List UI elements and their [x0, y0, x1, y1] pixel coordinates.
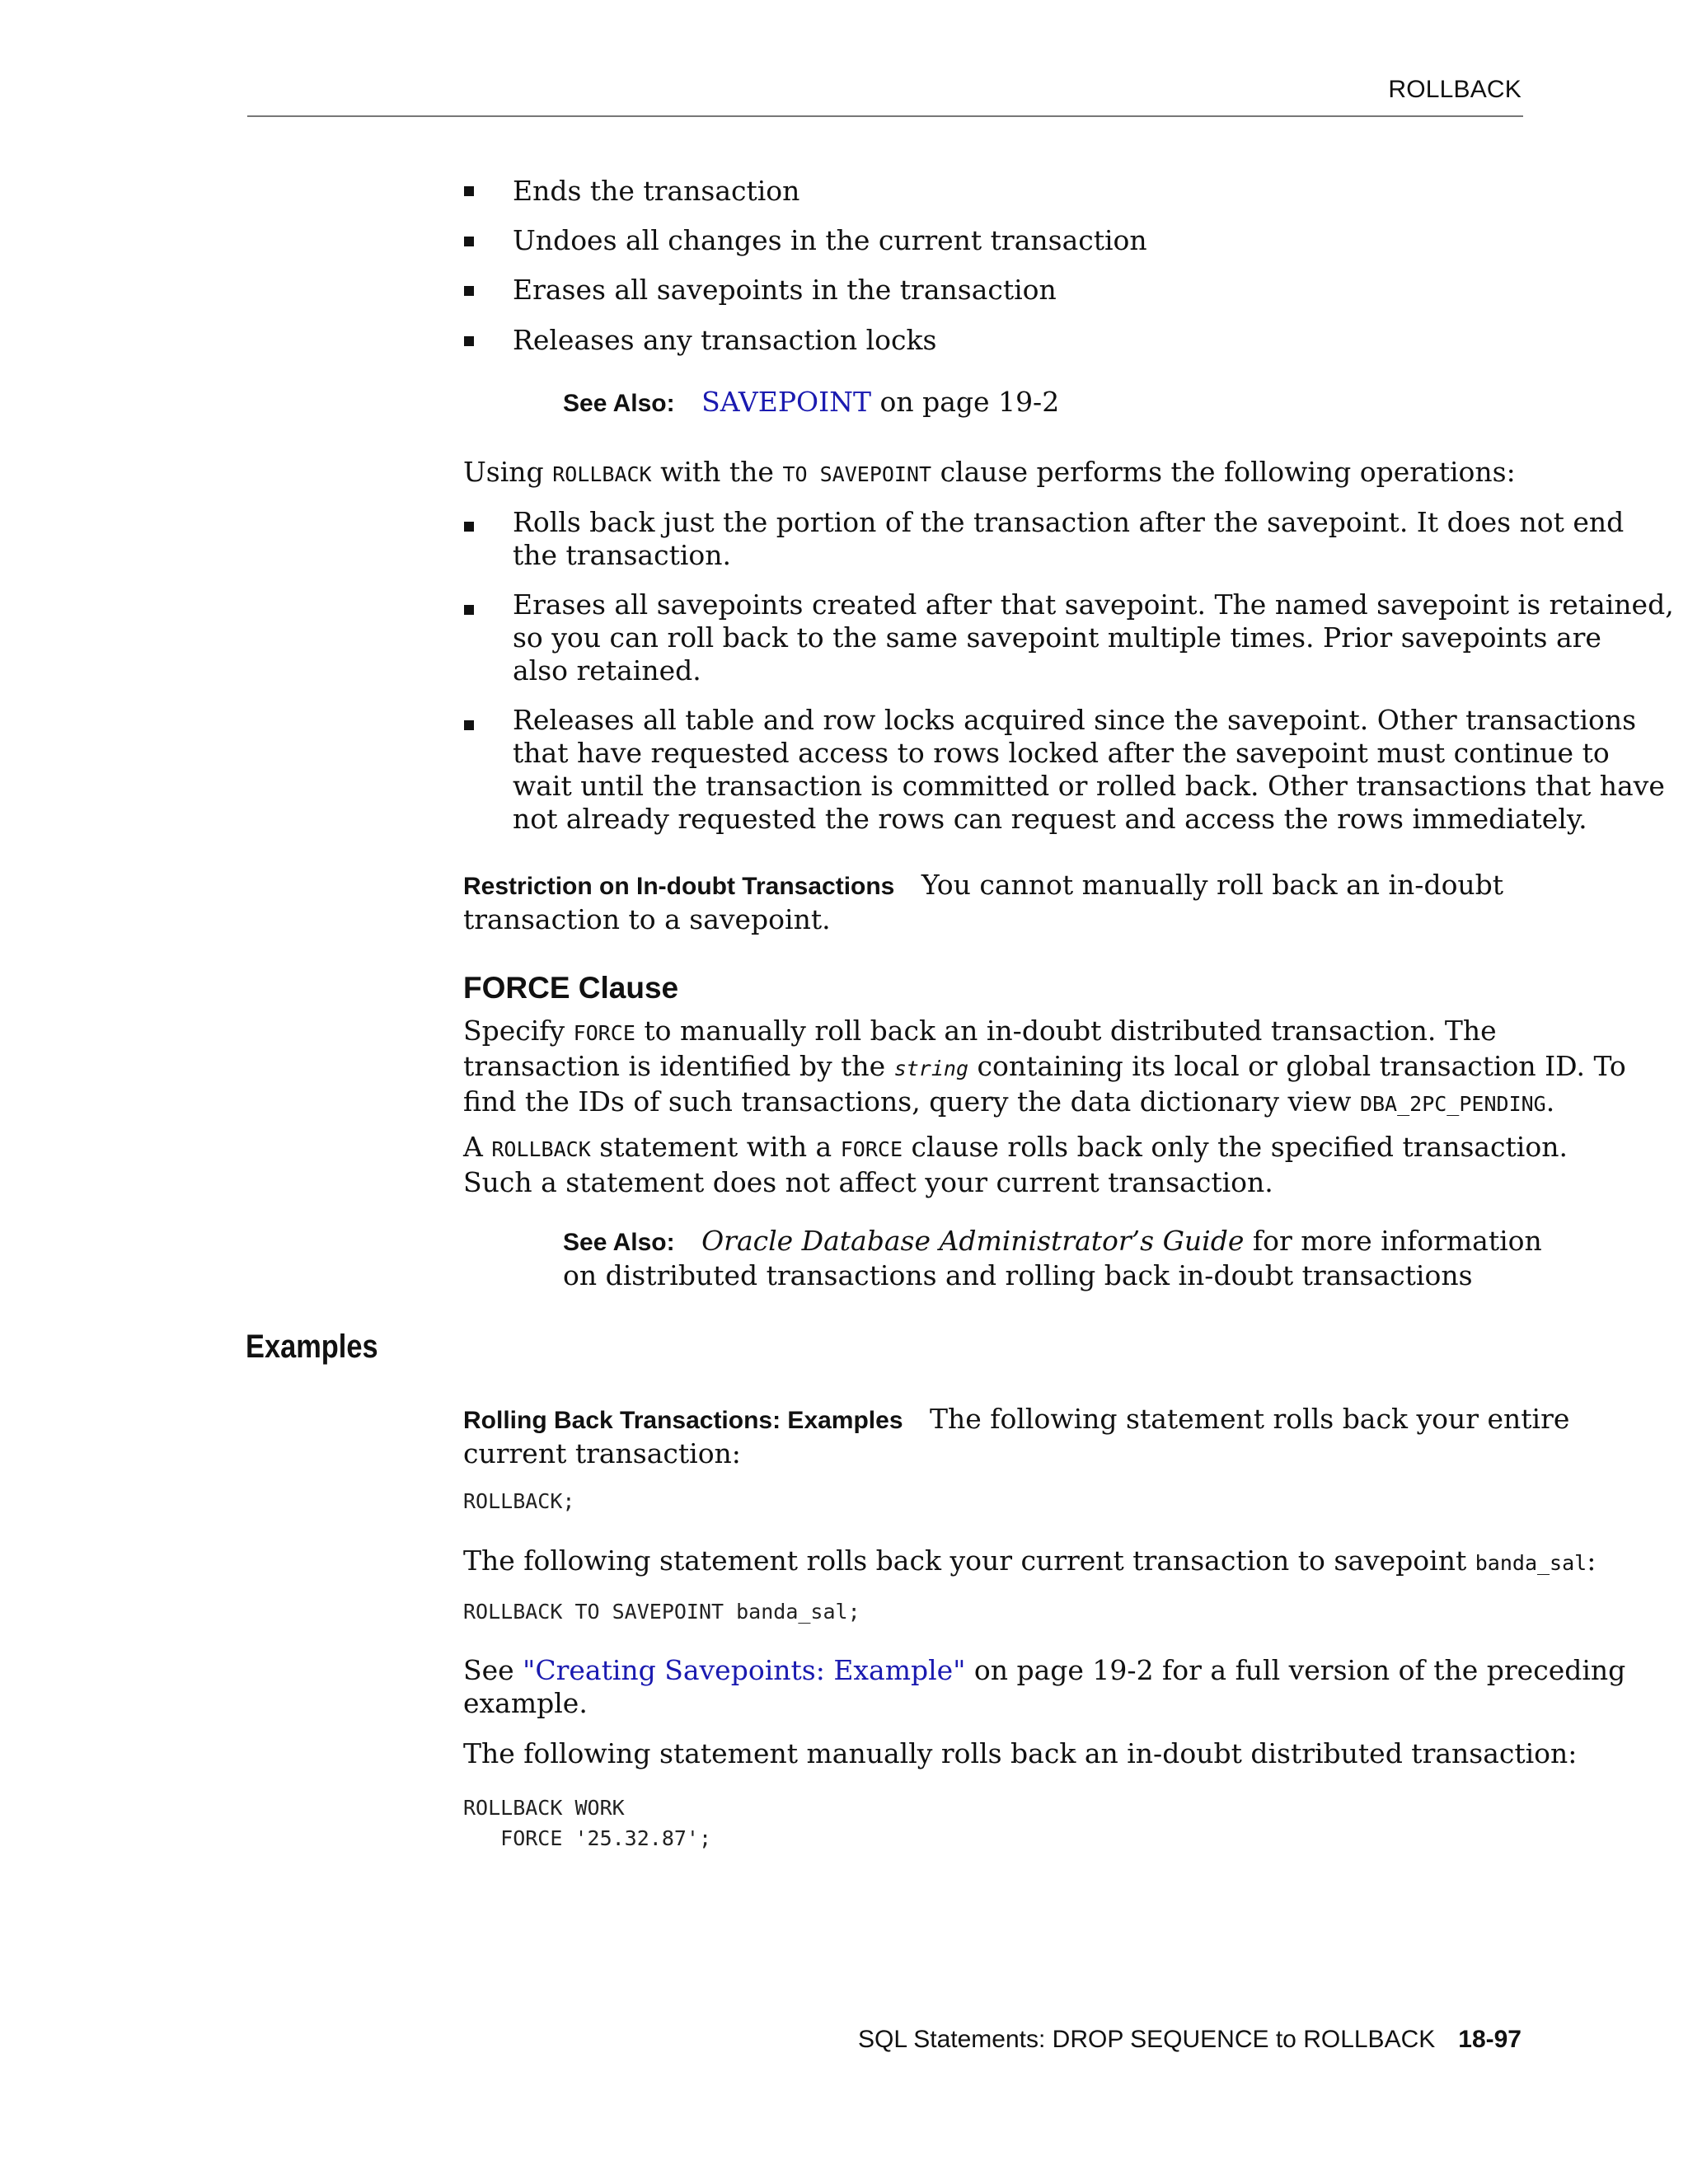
code-line: ROLLBACK WORK [463, 1796, 625, 1820]
example-paragraph: The following statement manually rolls back an in-doubt distributed transaction: [463, 1737, 1578, 1769]
inline-code: ROLLBACK [491, 1137, 591, 1161]
text: : [1587, 1544, 1597, 1577]
text: containing its local or global transaction ID. To [977, 1050, 1626, 1082]
bullet-icon [464, 286, 474, 296]
line: wait until the transaction is committed or rolled back. Other transactions that have [513, 770, 1665, 802]
text: clause rolls back only the specified transaction. [911, 1131, 1568, 1163]
list-item: Undoes all changes in the current transaction [513, 224, 1147, 256]
page-footer [858, 2026, 1522, 2054]
text: current transaction: [463, 1437, 741, 1469]
savepoint-link[interactable]: SAVEPOINT [701, 386, 872, 418]
text: . [1545, 1085, 1555, 1118]
bullet-icon [464, 237, 474, 246]
inline-code: banda_sal [1475, 1551, 1587, 1575]
see-reference-paragraph [463, 1654, 1625, 1720]
text: with the [660, 456, 774, 488]
bullet-icon [464, 336, 474, 346]
list-item: Ends the transaction [513, 175, 800, 207]
see-also-label: See Also: [563, 1229, 675, 1256]
text: clause performs the following operations: [940, 456, 1516, 488]
text: Specify [463, 1015, 565, 1047]
code-block [463, 1793, 711, 1854]
inline-code: TO SAVEPOINT [782, 462, 932, 486]
text: on distributed transactions and rolling back in-doubt transactions [563, 1259, 1473, 1291]
text: Using [463, 456, 544, 488]
restriction-label: Restriction on In-doubt Transactions [463, 873, 895, 900]
text: transaction to a savepoint. [463, 903, 831, 935]
examples-heading: Examples [246, 1329, 378, 1365]
text: See [463, 1654, 514, 1686]
example-intro-paragraph [463, 1403, 1569, 1470]
creating-savepoints-link[interactable]: "Creating Savepoints: Example" [523, 1654, 966, 1686]
list-item: Erases all savepoints in the transaction [513, 274, 1057, 306]
see-also-note [563, 386, 1059, 420]
inline-code: DBA_2PC_PENDING [1359, 1092, 1546, 1116]
header-rule [247, 115, 1523, 117]
bullet-icon [464, 720, 474, 730]
guide-title: Oracle Database Administrator’s Guide [701, 1225, 1245, 1257]
inline-code: string [893, 1057, 969, 1080]
force-clause-paragraph [463, 1015, 1626, 1121]
line: not already requested the rows can request and access the rows immediately. [513, 803, 1587, 835]
line: the transaction. [513, 539, 732, 571]
bullet-icon [464, 605, 474, 615]
footer-title: SQL Statements: DROP SEQUENCE to ROLLBACK [858, 2026, 1436, 2053]
list-item [513, 506, 1624, 572]
text: find the IDs of such transactions, query the data dictionary view [463, 1085, 1352, 1118]
force-clause-heading: FORCE Clause [463, 971, 679, 1005]
see-also-page-ref: on page 19-2 [879, 386, 1060, 418]
text: You cannot manually roll back an in-doubt [921, 869, 1504, 901]
text: on page 19-2 for a full version of the preceding [973, 1654, 1626, 1686]
text: to manually roll back an in-doubt distributed transaction. The [644, 1015, 1497, 1047]
text: A [463, 1131, 483, 1163]
list-item [513, 704, 1665, 836]
inline-code: ROLLBACK [552, 462, 652, 486]
line: also retained. [513, 654, 701, 687]
bullet-icon [464, 186, 474, 196]
code-block: ROLLBACK; [463, 1489, 575, 1513]
savepoint-intro-paragraph [463, 456, 1516, 491]
line: Rolls back just the portion of the transaction after the savepoint. It does not end [513, 506, 1625, 538]
force-rollback-paragraph [463, 1131, 1568, 1199]
running-header: ROLLBACK [1388, 76, 1522, 103]
line: so you can roll back to the same savepoint multiple times. Prior savepoints are [513, 621, 1601, 654]
line: Erases all savepoints created after that savepoint. The named savepoint is retained, [513, 588, 1674, 621]
code-block: ROLLBACK TO SAVEPOINT banda_sal; [463, 1600, 860, 1624]
text: statement with a [599, 1131, 832, 1163]
text: example. [463, 1687, 588, 1719]
inline-code: FORCE [840, 1137, 903, 1161]
text: The following statement rolls back your current transaction to savepoint [463, 1544, 1467, 1577]
examples-label: Rolling Back Transactions: Examples [463, 1407, 903, 1434]
page-number: 18-97 [1458, 2026, 1522, 2053]
list-item: Releases any transaction locks [513, 324, 937, 356]
line: that have requested access to rows locked after the savepoint must continue to [513, 737, 1610, 769]
see-also-label: See Also: [563, 390, 675, 417]
code-line: FORCE '25.32.87'; [463, 1826, 712, 1850]
line: Releases all table and row locks acquired since the savepoint. Other transactions [513, 704, 1637, 736]
text: Such a statement does not affect your current transaction. [463, 1166, 1273, 1198]
text: transaction is identified by the [463, 1050, 886, 1082]
see-also-note [563, 1225, 1542, 1292]
bullet-icon [464, 522, 474, 532]
example-paragraph [463, 1544, 1596, 1580]
inline-code: FORCE [573, 1021, 635, 1045]
list-item [513, 588, 1674, 687]
restriction-paragraph [463, 869, 1503, 936]
text: for more information [1252, 1225, 1542, 1257]
text: The following statement rolls back your entire [930, 1403, 1570, 1435]
